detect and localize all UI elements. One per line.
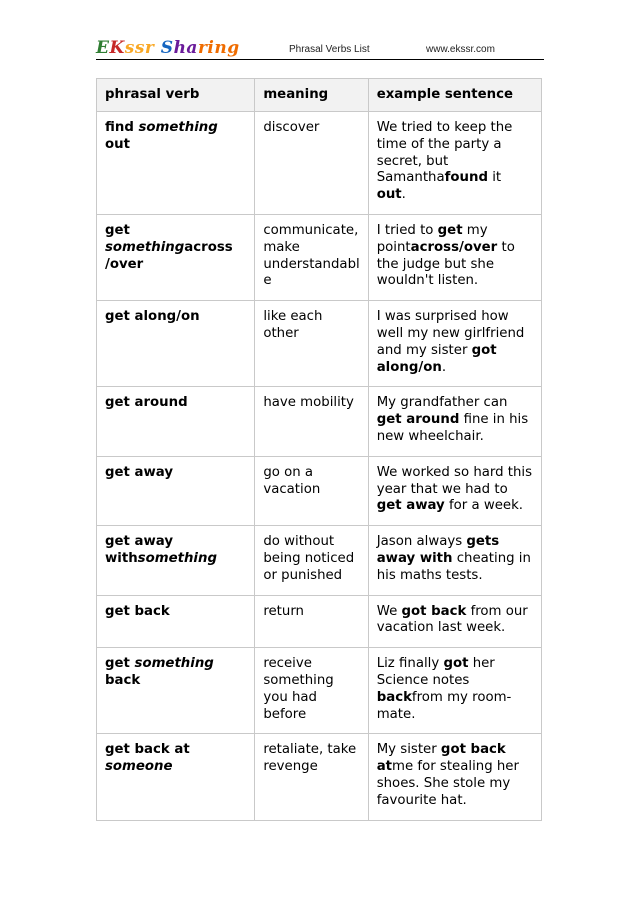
example-sentence-cell: We tried to keep the time of the party a secret, but Samanthafound it out.: [368, 112, 541, 215]
website-url: www.ekssr.com: [426, 44, 495, 55]
meaning-cell: retaliate, take revenge: [255, 734, 368, 820]
phrasal-verb-cell: get away withsomething: [97, 526, 255, 595]
phrasal-verb-cell: get away: [97, 456, 255, 525]
table-row: [97, 112, 542, 215]
meaning-cell: do without being noticed or punished: [255, 526, 368, 595]
table-row: [97, 456, 542, 525]
table-header-row: [97, 79, 542, 112]
example-sentence-cell: I was surprised how well my new girlfriend and my sister got along/on.: [368, 301, 541, 387]
example-sentence-cell: My sister got back atme for stealing her shoes. She stole my favourite hat.: [368, 734, 541, 820]
meaning-cell: return: [255, 595, 368, 648]
phrasal-verb-cell: get along/on: [97, 301, 255, 387]
meaning-cell: discover: [255, 112, 368, 215]
example-sentence-cell: Jason always gets away with cheating in his maths tests.: [368, 526, 541, 595]
column-header-phrasal-verb: phrasal verb: [97, 79, 255, 112]
column-header-example-sentence: example sentence: [368, 79, 541, 112]
phrasal-verb-cell: get something back: [97, 648, 255, 734]
table-row: [97, 387, 542, 456]
example-sentence-cell: We got back from our vacation last week.: [368, 595, 541, 648]
meaning-cell: receive something you had before: [255, 648, 368, 734]
example-sentence-cell: Liz finally got her Science notes backfrom my room-mate.: [368, 648, 541, 734]
meaning-cell: like each other: [255, 301, 368, 387]
ekssr-sharing-logo: EKssr Sharing: [96, 38, 240, 58]
example-sentence-cell: We worked so hard this year that we had to get away for a week.: [368, 456, 541, 525]
meaning-cell: have mobility: [255, 387, 368, 456]
header-divider: [96, 59, 544, 60]
table-row: [97, 595, 542, 648]
phrasal-verb-cell: get back: [97, 595, 255, 648]
table-row: [97, 526, 542, 595]
phrasal-verb-cell: find something out: [97, 112, 255, 215]
page-header: [96, 36, 544, 60]
table-row: [97, 734, 542, 820]
phrasal-verb-cell: get around: [97, 387, 255, 456]
column-header-meaning: meaning: [255, 79, 368, 112]
document-title: Phrasal Verbs List: [289, 44, 370, 55]
table-row: [97, 648, 542, 734]
table-row: [97, 301, 542, 387]
phrasal-verb-cell: get somethingacross /over: [97, 214, 255, 300]
phrasal-verbs-table: [96, 78, 542, 821]
phrasal-verb-cell: get back at someone: [97, 734, 255, 820]
meaning-cell: communicate, make understandabl e: [255, 214, 368, 300]
meaning-cell: go on a vacation: [255, 456, 368, 525]
example-sentence-cell: My grandfather can get around fine in his new wheelchair.: [368, 387, 541, 456]
example-sentence-cell: I tried to get my pointacross/over to the judge but she wouldn't listen.: [368, 214, 541, 300]
table-row: [97, 214, 542, 300]
